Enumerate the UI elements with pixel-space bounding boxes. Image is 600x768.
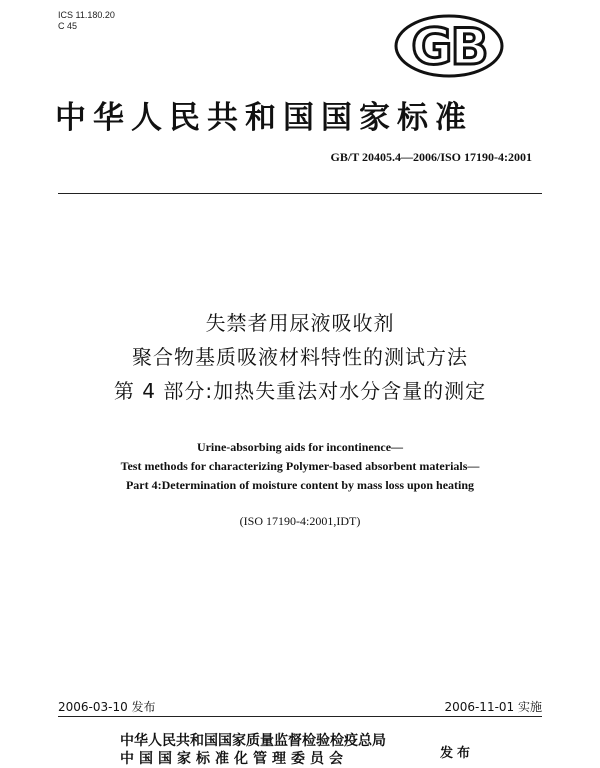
top-divider	[58, 193, 542, 194]
standard-number: GB/T 20405.4—2006/ISO 17190-4:2001	[330, 150, 532, 164]
classification-codes	[58, 10, 115, 32]
iso-reference: (ISO 17190-4:2001,IDT)	[239, 514, 361, 528]
chinese-title-block	[0, 306, 600, 408]
issuer-line2: 中国国家标准化管理委员会	[120, 751, 348, 767]
title-cn-line2: 聚合物基质吸液材料特性的测试方法	[132, 345, 468, 369]
gb-logo-text: GB	[411, 18, 487, 76]
title-cn-line1: 失禁者用尿液吸收剂	[205, 311, 395, 335]
issuer-block	[120, 732, 386, 768]
bottom-divider	[58, 716, 542, 717]
title-en-line1: Urine-absorbing aids for incontinence—	[196, 440, 404, 454]
title-cn-line3: 第 4 部分:加热失重法对水分含量的测定	[113, 379, 487, 403]
title-en-line3: Part 4:Determination of moisture content by mass loss upon heating	[125, 478, 475, 492]
title-en-line2: Test methods for characterizing Polymer-based absorbent materials—	[120, 459, 480, 473]
gb-logo	[394, 14, 504, 78]
implement-date: 2006-11-01 实施	[444, 700, 542, 714]
standard-title: 中华人民共和国国家标准	[55, 100, 473, 136]
issuer-line1: 中华人民共和国国家质量监督检验检疫总局	[120, 733, 386, 749]
issue-date: 2006-03-10 发布	[58, 700, 156, 714]
english-title-block	[0, 438, 600, 495]
publish-label: 发布	[440, 746, 475, 761]
ics-code: ICS 11.180.20	[58, 10, 115, 20]
ccs-code: C 45	[58, 21, 78, 31]
